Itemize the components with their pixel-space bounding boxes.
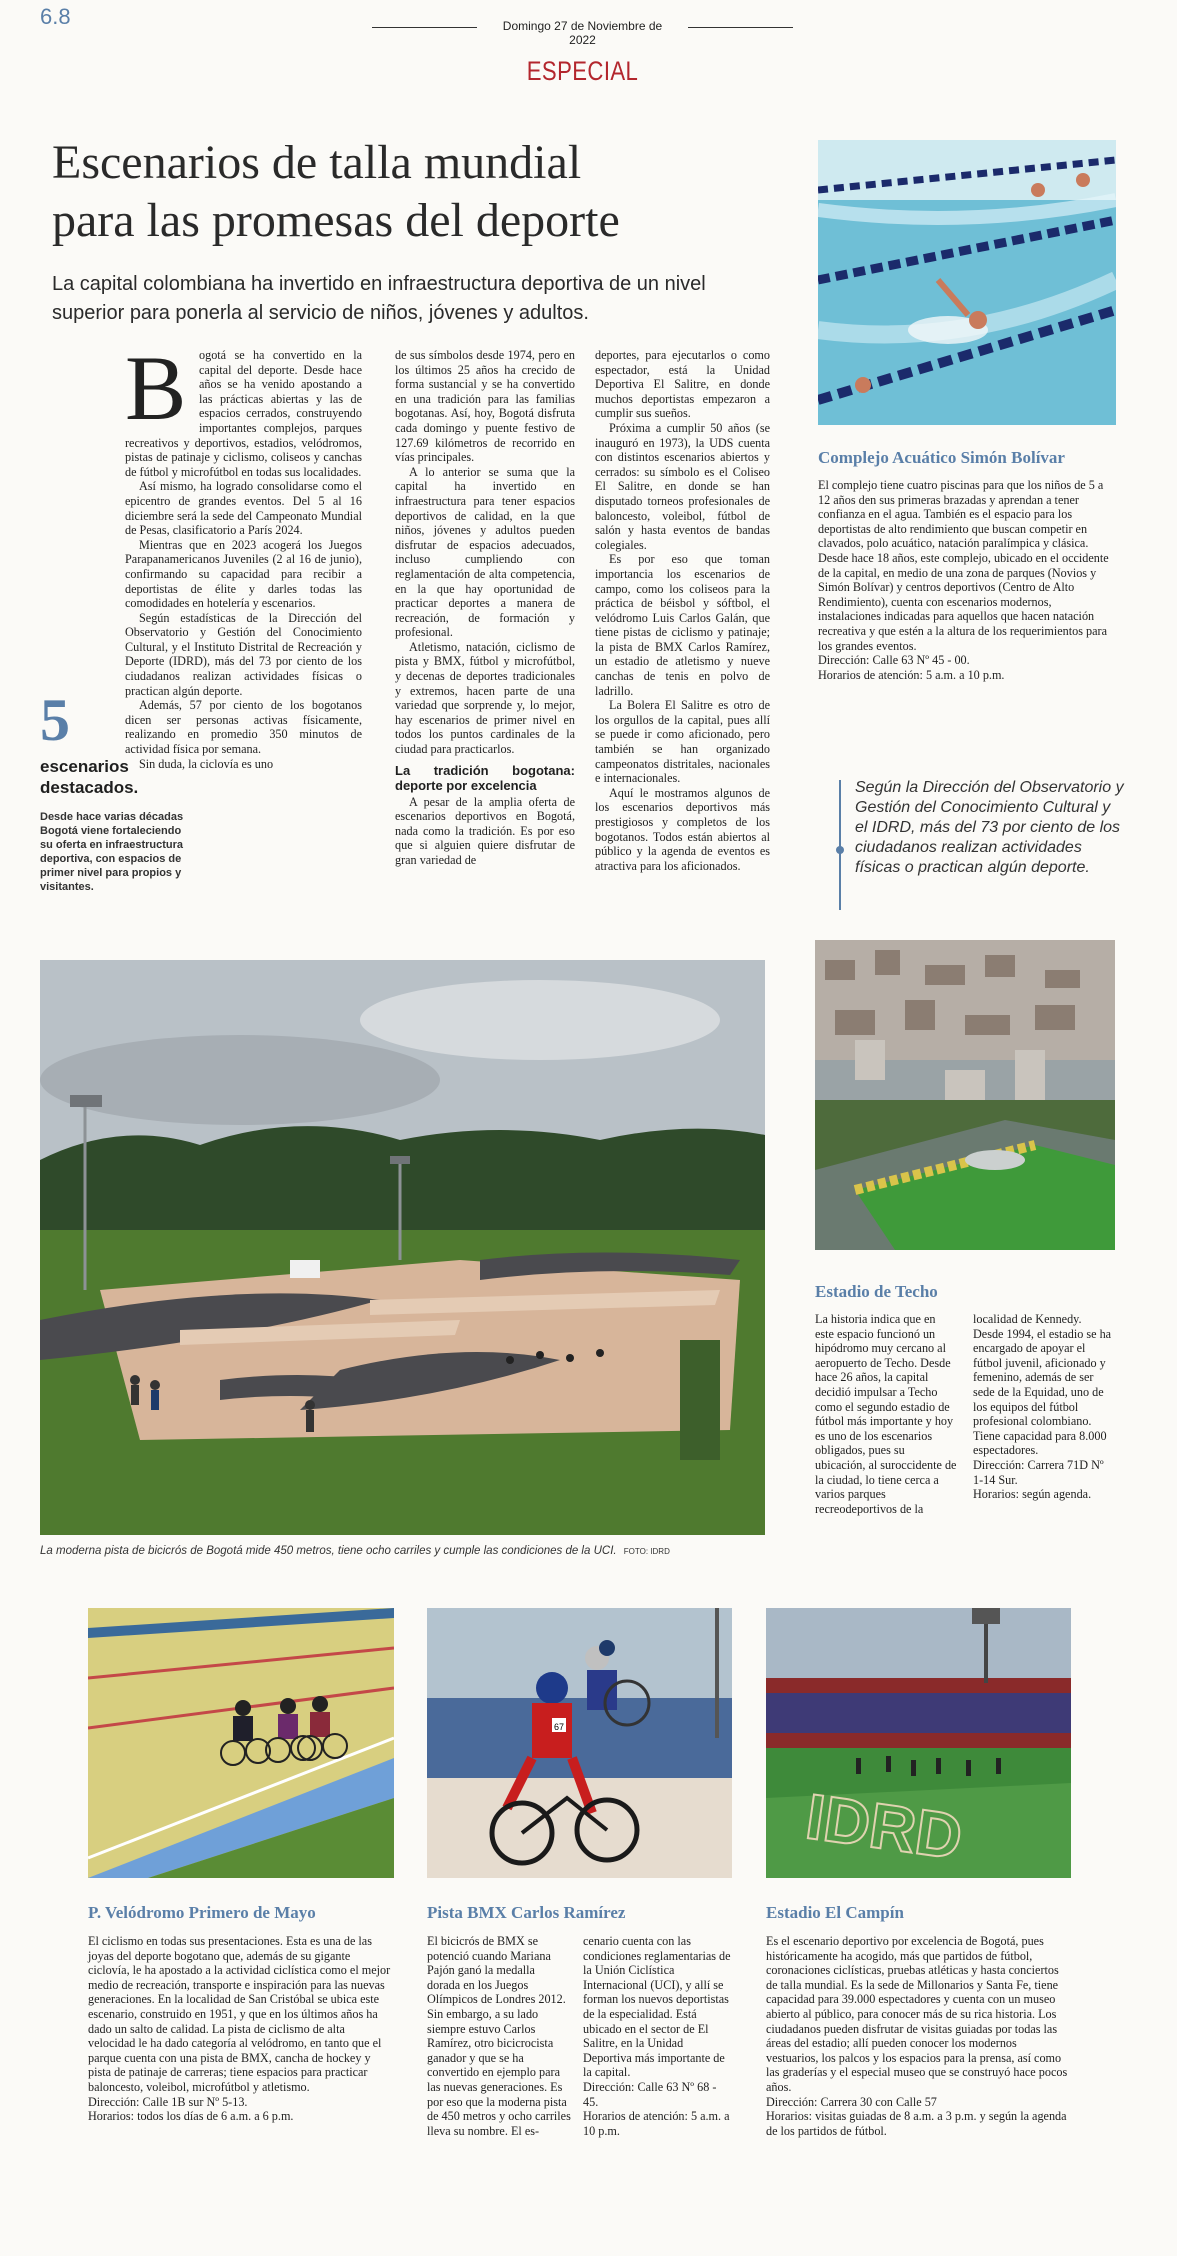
- velodromo-body: El ciclismo en todas sus presentaciones. Esta es una de las joyas del deporte bogotano que, además de su gigante ciclovía, le ha apostado a la actividad ciclística como el mejor medio de recreación, transporte e inspiración para las nuevas generaciones. En la localidad de San Cristóbal se ubica este escenario, construido en 1951, y que en los últimos años ha dado un salto de calidad. La pista de ciclismo de alta velocidad le ha dado categoría al velódromo, en tanto que el parque cuenta con una pista de BMX, cancha de hockey y pista de patinaje de carreras; tiene espacios para practicar baloncesto, voleibol, microfútbol y atletismo.: [88, 1934, 391, 2094]
- campin-hours: Horarios: visitas guiadas de 8 a.m. a 3 p.m. y según la agenda de los partidos de fútbol.: [766, 2109, 1067, 2138]
- techo-text-col-2: [973, 1312, 1115, 1502]
- bmx-title: Pista BMX Carlos Ramírez: [427, 1903, 626, 1922]
- col2-paragraph: A pesar de la amplia oferta de escenarios deportivos en Bogotá, nada como la tradición. Es por eso que si alguien quiere disfrutar de gran variedad de: [395, 794, 575, 867]
- issue-date: Domingo 27 de Noviembre de 2022: [502, 19, 663, 47]
- photo-credit: FOTO: IDRD: [623, 1547, 670, 1556]
- stadium-lettering: IDRD: [801, 1780, 967, 1874]
- col2-paragraph: de sus símbolos desde 1974, pero en los últimos 25 años ha crecido de forma sustancial y se ha convertido en una tradición para las familias bogotanas. Así, hoy, Bogotá disfruta cada domingo y puente festivo de 127.69 kilómetros de recorrido en vías principales.: [395, 348, 575, 465]
- pull-quote-dot: [836, 846, 844, 854]
- headline: [52, 134, 772, 250]
- bmx-body: cenario cuenta con las condiciones reglamentarias de la Unión Ciclística Internacional (UCI), y allí se forman los nuevos deportistas de la especialidad. Está ubicado en el sector de El Salitre, en la Unidad Deportiva más importante de la capital.: [583, 1934, 731, 2080]
- stat-label-line-1: escenarios: [40, 757, 129, 776]
- header-rule-right: [688, 27, 793, 28]
- col3-paragraph: La Bolera El Salitre es otro de los orgullos de la capital, pues allí se puede ir como aficionado, pero también se han organizado campeonatos distritales, nacionales e internacionales.: [595, 698, 770, 786]
- article-column-3: [595, 348, 770, 873]
- section-label: ESPECIAL: [526, 56, 639, 86]
- col2-paragraph: Atletismo, natación, ciclismo de pista y BMX, fútbol y microfútbol, y decenas de deportes tradicionales y extremos, hacen parte de una variedad que sorprende y, lo mejor, hay escenarios de primer nivel en todos los puntos cardinales de la ciudad para practicarlos.: [395, 639, 575, 757]
- pull-quote-rule: [839, 780, 841, 910]
- techo-hours: Horarios: según agenda.: [973, 1487, 1092, 1502]
- velodrome-photo: [88, 1608, 394, 1878]
- col1-paragraph: Mientras que en 2023 acogerá los Juegos Parapanamericanos Juveniles (2 al 16 de junio), confirmando su capacidad para recibir a deportistas de élite y darles todas las comodidades en hotelería y escenarios.: [125, 537, 362, 611]
- header-rule-left: [372, 27, 477, 28]
- techo-body: localidad de Kennedy. Desde 1994, el estadio se ha encargado de apoyar el fútbol juvenil, aficionado y femenino, además de ser sede de la Equidad, uno de los equipos del fútbol profesional colombiano. Tiene capacidad para 8.000 espectadores.: [973, 1312, 1112, 1458]
- stat-number: 5: [40, 687, 70, 753]
- techo-title: Estadio de Techo: [815, 1282, 938, 1301]
- headline-line-2: para las promesas del deporte: [52, 194, 620, 247]
- acuatico-text: [818, 478, 1116, 682]
- velodromo-address: Dirección: Calle 1B sur Nº 5-13.: [88, 2094, 248, 2109]
- drop-cap: B: [125, 337, 187, 439]
- pull-quote: Según la Dirección del Observatorio y Gestión del Conocimiento Cultural y el IDRD, más del 73 por ciento de los ciudadanos realizan actividades físicas o practican algún deporte.: [855, 779, 1124, 876]
- article-column-1: [125, 337, 362, 771]
- page-number: 6.8: [40, 4, 71, 29]
- col3-paragraph: Es por eso que toman importancia los escenarios de campo, como los coliseos para la práctica de béisbol y sóftbol, el velódromo Luis Carlos Galán, que tiene pistas de ciclismo y patinaje; la pista de BMX Carlos Ramírez, un estadio de atletismo y nueve canchas de tenis en polvo de ladrillo.: [595, 552, 770, 698]
- velodromo-hours: Horarios: todos los días de 6 a.m. a 6 p.m.: [88, 2109, 294, 2124]
- acuatico-title: Complejo Acuático Simón Bolívar: [818, 448, 1065, 467]
- techo-stadium-photo: [815, 940, 1115, 1250]
- velodromo-title: P. Velódromo Primero de Mayo: [88, 1903, 316, 1922]
- velodromo-text: [88, 1934, 394, 2124]
- bmx-hours: Horarios de atención: 5 a.m. a 10 p.m.: [583, 2109, 730, 2138]
- col3-paragraph: Próxima a cumplir 50 años (se inauguró en 1973), la UDS cuenta con distintos escenarios abiertos y cerrados: su símbolo es el Coliseo El Salitre, en donde se han disputado torneos profesionales de baloncesto, voleibol, fútbol de salón y hasta eventos de bandas colegiales.: [595, 420, 770, 552]
- campin-title: Estadio El Campín: [766, 1903, 904, 1922]
- campin-address: Dirección: Carrera 30 con Calle 57: [766, 2094, 937, 2109]
- col1-paragraph: ogotá se ha convertido en la capital del deporte. Desde hace años se ha venido apostando a las prácticas abiertas y las de espacios cerrados, construyendo importantes complejos, parques recreativos y deportivos, estadios, velódromos, pistas de patinaje y ciclismo, coliseos y canchas de fútbol y microfútbol en todas sus localidades.: [125, 348, 362, 479]
- campin-body: Es el escenario deportivo por excelencia de Bogotá, pues históricamente ha acogido, más que partidos de fútbol, coronaciones ciclísticas, pruebas atléticas y hasta conciertos de talla mundial. Es la sede de Millonarios y Santa Fe, tiene capacidad para 39.000 espectadores y cuenta con un museo abierto al público, para conocer más de su rica historia. Los ciudadanos pueden disfrutar de visitas guiadas por todas las áreas del estadio; allí pueden conocer los modernos vestuarios, los palcos y los espacios para la prensa, así como las graderías y el especial museo que se construyó hace pocos años.: [766, 1934, 1068, 2094]
- techo-text-col-1: La historia indica que en este espacio funcionó un hipódromo muy cercano al aeropuerto de Techo. Desde hace 26 años, la capital decidió impulsar a Techo como el segundo estadio de fútbol más importante y hoy es uno de los escenarios obligados, pues su ubicación, al suroccidente de la ciudad, lo tiene cerca a varios parques recreodeportivos de la: [815, 1312, 957, 1516]
- col1-paragraph: Según estadísticas de la Dirección del Observatorio y Gestión del Conocimiento Cultural, y el Instituto Distrital de Recreación y Deporte (IDRD), más del 73 por ciento de los ciudadanos realizan actividades físicas o practican algún deporte.: [125, 610, 362, 698]
- bmx-rider-photo: [427, 1608, 732, 1878]
- headline-line-1: Escenarios de talla mundial: [52, 136, 582, 189]
- stat-label-line-2: destacados.: [40, 778, 139, 797]
- col3-paragraph: Aquí le mostramos algunos de los escenarios deportivos más prestigiosos y completos de los bogotanos. Todos están abiertos al público y la agenda de eventos es atractiva para los aficionados.: [595, 785, 770, 873]
- bmx-track-photo: [40, 960, 765, 1535]
- bmx-text-col-2: [583, 1934, 731, 2138]
- deck: La capital colombiana ha invertido en infraestructura deportiva de un nivel superior para ponerla al servicio de niños, jóvenes y adultos.: [52, 273, 706, 324]
- caption-text: La moderna pista de bicicrós de Bogotá mide 450 metros, tiene ocho carriles y cumple las condiciones de la UCI.: [40, 1545, 617, 1557]
- article-column-2: [395, 348, 575, 868]
- col2-subhead: La tradición bogotana: deporte por excelencia: [395, 762, 575, 793]
- main-photo-caption: [40, 1545, 770, 1557]
- col1-paragraph: Sin duda, la ciclovía es uno: [139, 756, 274, 771]
- col3-paragraph: deportes, para ejecutarlos o como espectador, está la Unidad Deportiva El Salitre, en donde muchos deportistas empezaron a cumplir sus sueños.: [595, 348, 770, 421]
- acuatico-address: Dirección: Calle 63 Nº 45 - 00.: [818, 653, 970, 668]
- campin-text: [766, 1934, 1071, 2138]
- col1-paragraph: Además, 57 por ciento de los bogotanos dicen ser personas activas físicamente, realizando en promedio 350 minutos de actividad física por semana.: [125, 698, 362, 757]
- swimming-pool-photo: [818, 140, 1116, 425]
- stat-text: Desde hace varias décadas Bogotá viene fortaleciendo su oferta en infraestructura deportiva, con espacios de primer nivel para propios y visitantes.: [40, 811, 184, 893]
- acuatico-hours: Horarios de atención: 5 a.m. a 10 p.m.: [818, 667, 1005, 682]
- bmx-address: Dirección: Calle 63 Nº 68 - 45.: [583, 2079, 717, 2109]
- col1-paragraph: Así mismo, ha logrado consolidarse como el epicentro de grandes eventos. Del 5 al 16 diciembre será la sede del Campeonato Mundial de Pesas, clasificatorio a París 2024.: [125, 479, 362, 538]
- bib-number: 67: [554, 1722, 565, 1732]
- techo-address: Dirección: Carrera 71D Nº 1-14 Sur.: [973, 1457, 1104, 1487]
- col2-paragraph: A lo anterior se suma que la capital ha invertido en infraestructura para tener espacios deportivos de calidad, en la que niños, jóvenes y adultos pueden disfrutar de espacios adecuados, incluso cumpliendo con reglamentación de alta competencia, en la que hay oportunidad de practicar deportes a manera de recreación, de formación y profesional.: [395, 464, 575, 640]
- acuatico-body: El complejo tiene cuatro piscinas para que los niños de 5 a 12 años den sus primeras brazadas y aprendan a tener confianza en el agua. También es el espacio para los deportistas de alto rendimiento que buscan competir en clavados, polo acuático, natación paralímpica y clásica. Desde hace 18 años, este complejo, ubicado en el occidente de la capital, en medio de una zona de parques (Novios y Simón Bolívar) y centros deportivos (Centro de Alto Rendimiento), cuenta con escenarios modernos, instalaciones indicadas para aquellos que hacen natación recreativa y que estén a la altura de los requerimientos para los grandes eventos.: [818, 478, 1109, 653]
- campin-stadium-photo: [766, 1608, 1071, 1878]
- bmx-text-col-1: El bicicrós de BMX se potenció cuando Mariana Pajón ganó la medalla dorada en los Juegos Olímpicos de Londres 2012. Sin embargo, a su lado siempre estuvo Carlos Ramírez, otro bicicrocista ganador y que se ha convertido en ejemplo para las nuevas generaciones. Es por eso que la moderna pista de 450 metros y ocho carriles lleva su nombre. El es-: [427, 1934, 571, 2138]
